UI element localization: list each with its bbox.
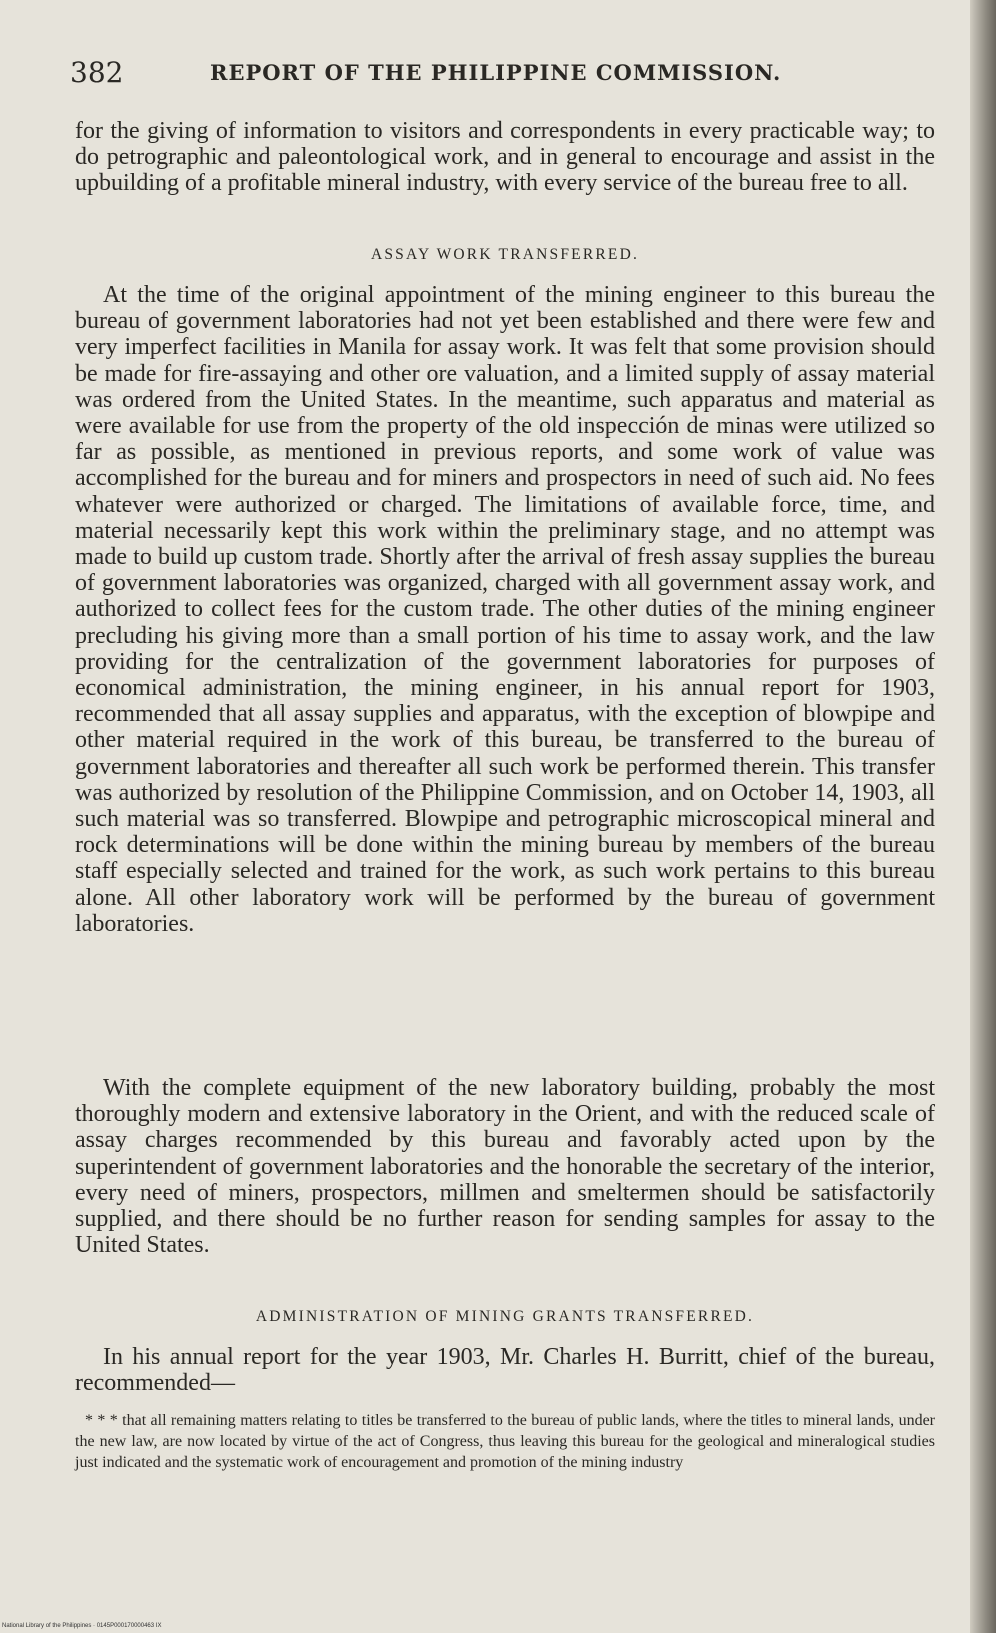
paragraph-continued: for the giving of information to visitors and correspondents in every practicable way; to do petrographic and paleontological work, and in general to encourage and assist in the upbuilding of a profitable mineral industry, with every service of the bureau free to all.: [75, 118, 935, 197]
page-number: 382: [70, 56, 124, 89]
running-head-title: REPORT OF THE PHILIPPINE COMMISSION.: [210, 60, 782, 85]
paragraph-assay-history: At the time of the original appointment of the mining engineer to this bureau the bureau of government laboratories had not yet been established and there were few and very imperfect facilities in Manila for assay work. It was felt that some provision should be made for fire-assaying and other ore valuation, and a limited supply of assay material was ordered from the United States. In the meantime, such apparatus and material as were available for use from the property of the old inspección de minas were utilized so far as possible, as mentioned in previous reports, and some work of value was accomplished for the bureau and for miners and prospectors in need of such aid. No fees whatever were authorized or charged. The limitations of available force, time, and material necessarily kept this work within the preliminary stage, and no attempt was made to build up custom trade. Shortly after the arrival of fresh assay supplies the bureau of government laboratories was organized, charged with all government assay work, and authorized to collect fees for the custom trade. The other duties of the mining engineer precluding his giving more than a small portion of his time to assay work, and the law providing for the centralization of the government laboratories for purposes of economical administration, the mining engineer, in his annual report for 1903, recommended that all assay supplies and apparatus, with the exception of blowpipe and other material required in the work of this bureau, be transferred to the bureau of government laboratories and thereafter all such work be performed therein. This transfer was authorized by resolution of the Philippine Commission, and on October 14, 1903, all such material was so transferred. Blowpipe and petrographic microscopical mineral and rock determinations will be done within the mining bureau by members of the bureau staff especially selected and trained for the work, as such work pertains to this bureau alone. All other laboratory work will be performed by the bureau of government laboratories.: [75, 282, 935, 937]
paragraph-laboratory: With the complete equipment of the new laboratory building, probably the most thoroughly modern and extensive laboratory in the Orient, and with the reduced scale of assay charges recommended by this bureau and favorably acted upon by the superintendent of government laboratories and the honorable the secretary of the interior, every need of miners, prospectors, millmen and smeltermen should be satisfactorily supplied, and there should be no further reason for sending samples for assay to the United States.: [75, 1075, 935, 1259]
section-heading-assay: ASSAY WORK TRANSFERRED.: [370, 246, 640, 263]
paragraph-burritt: In his annual report for the year 1903, Mr. Charles H. Burritt, chief of the bureau, recommended—: [75, 1344, 935, 1397]
page-edge-shadow: [970, 0, 996, 1633]
block-quote: * * * that all remaining matters relating to titles be transferred to the bureau of public lands, where the titles to mineral lands, under the new law, are now located by virtue of the act of Congress, thus leaving this bureau for the geological and mineralogical studies just indicated and the systematic work of encouragement and promotion of the mining industry: [75, 1412, 935, 1471]
section-heading-grants: ADMINISTRATION OF MINING GRANTS TRANSFERRED.: [255, 1308, 755, 1325]
scan-credit: National Library of the Philippines · 0145P000170000463 IX: [2, 1623, 162, 1629]
